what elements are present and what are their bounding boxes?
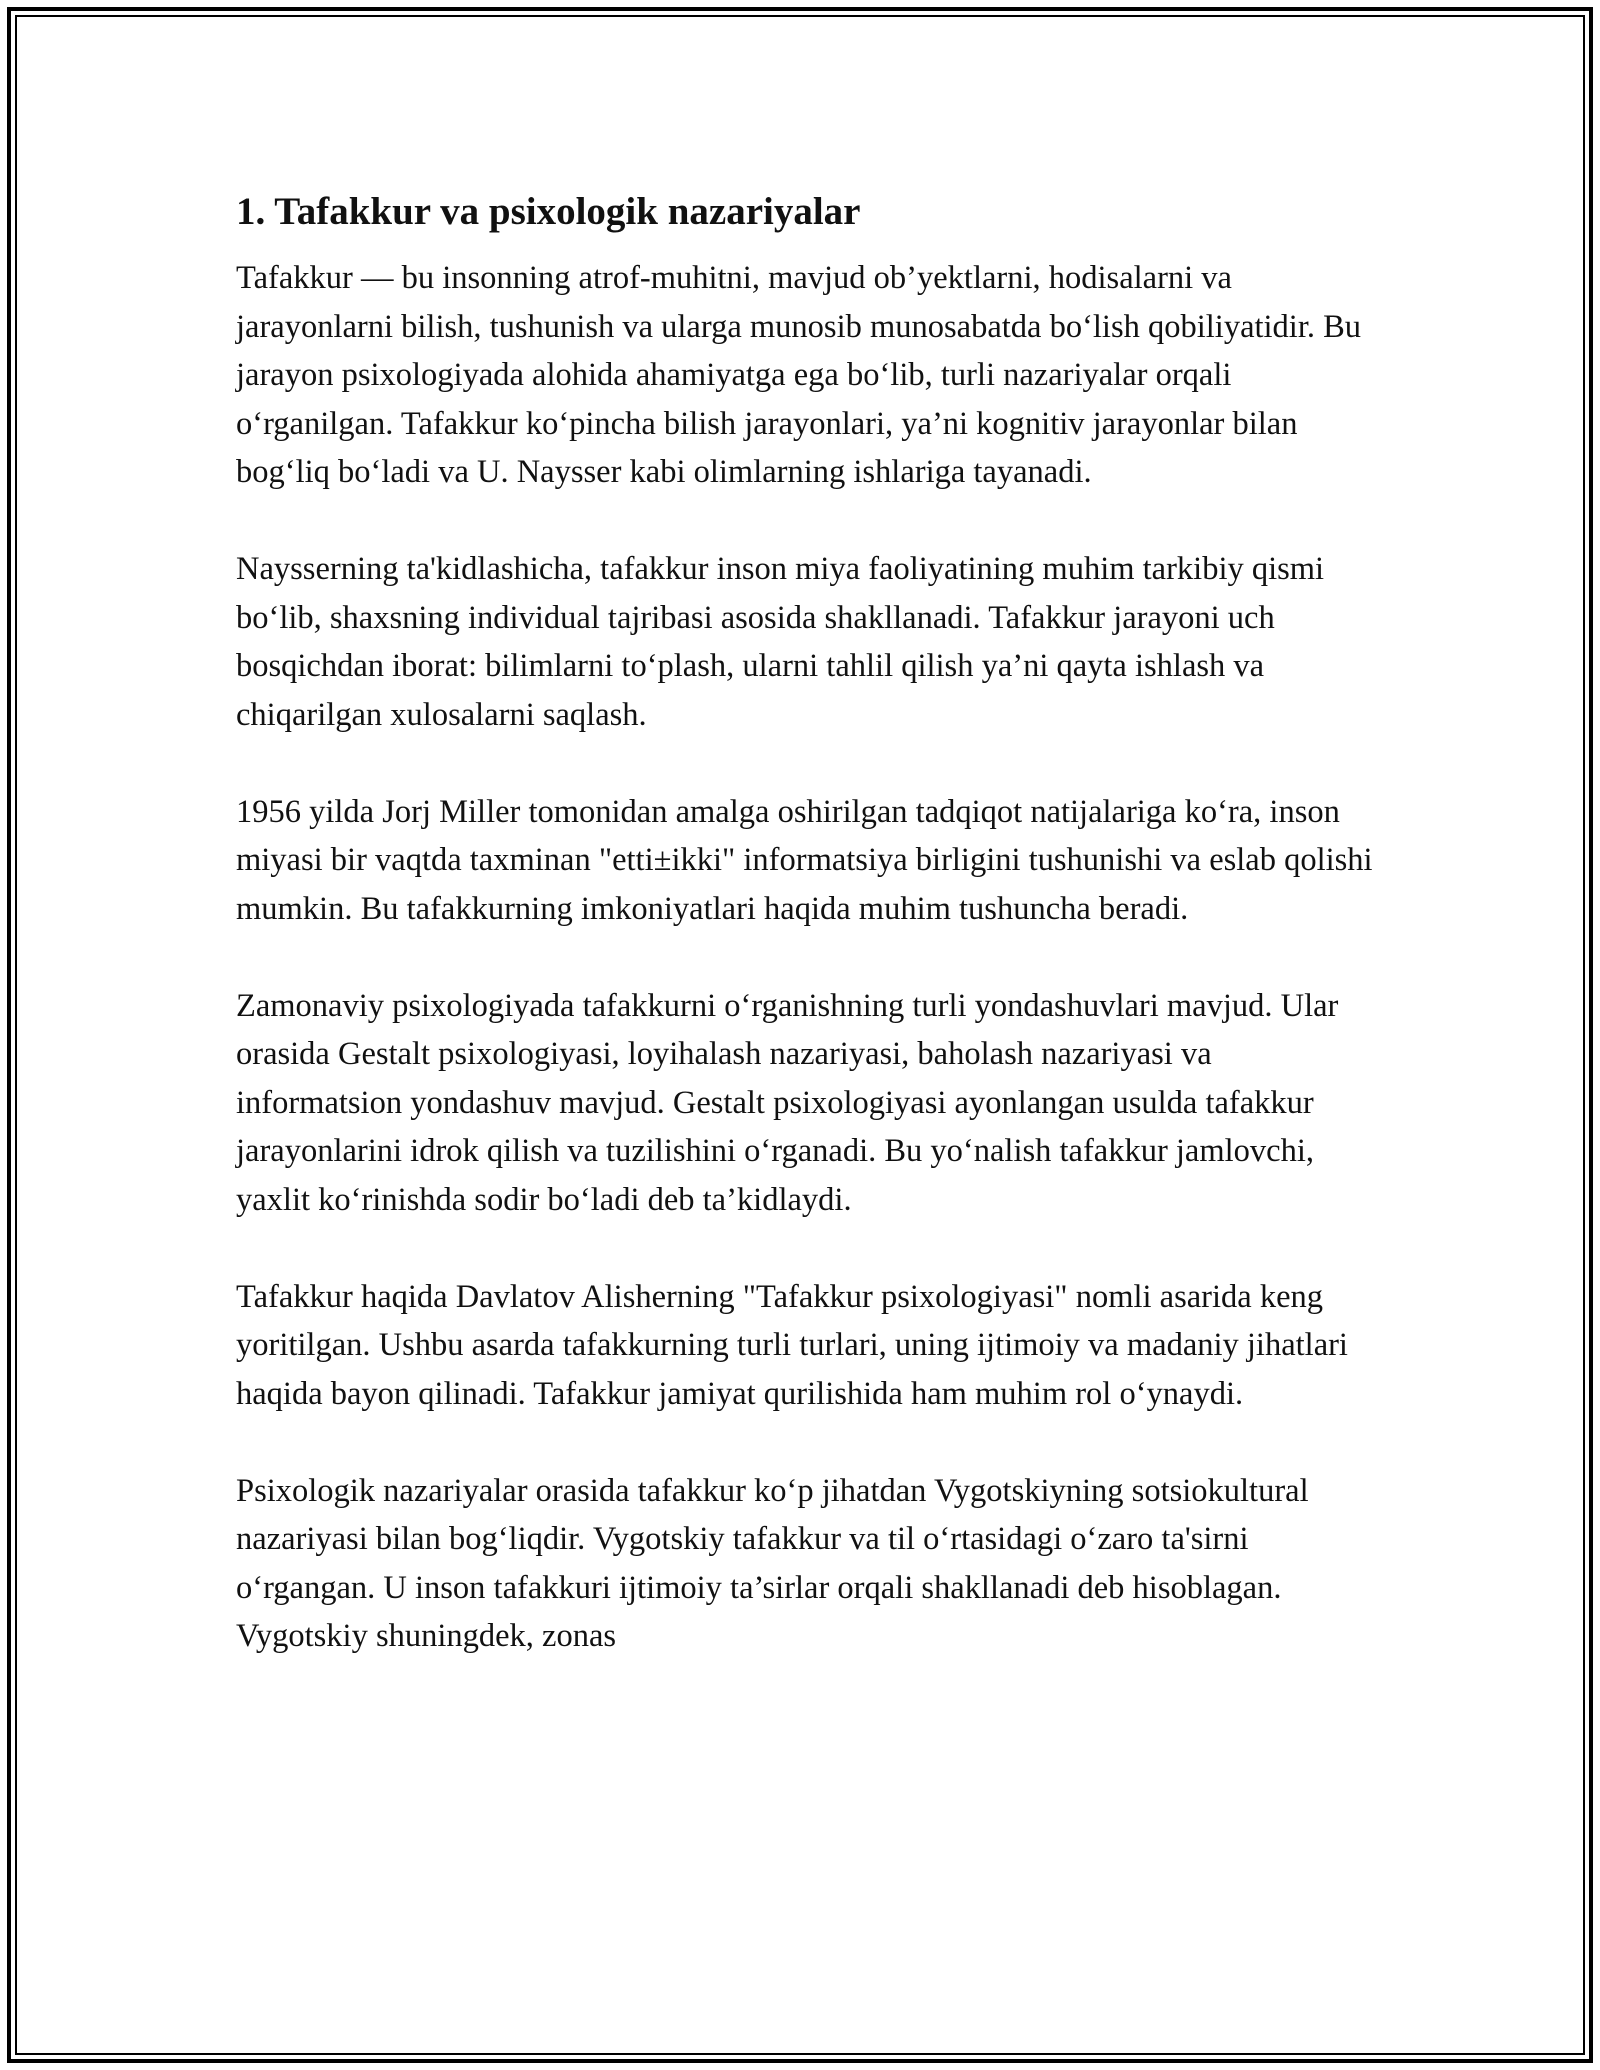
paragraph-approaches: Zamonaviy psixologiyada tafakkurni o‘rganishning turli yondashuvlari mavjud. Ular orasida Gestalt psixologiyasi, loyihalash nazariyasi, baholash nazariyasi va informatsion yondashuv mavjud. Gestalt psixologiyasi ayonlangan usulda tafakkur jarayonlarini idrok qilish va tuzilishini o‘rganadi. Bu yo‘nalish tafakkur jamlovchi, yaxlit ko‘rinishda sodir bo‘ladi deb ta’kidlaydi. (236, 987, 1339, 1218)
paragraph-naysser: Naysserning ta'kidlashicha, tafakkur inson miya faoliyatining muhim tarkibiy qismi bo‘lib, shaxsning individual tajribasi asosida shakllanadi. Tafakkur jarayoni uch bosqichdan iborat: bilimlarni to‘plash, ularni tahlil qilish ya’ni qayta ishlash va chiqarilgan xulosalarni saqlash. (236, 551, 1325, 733)
document-title: 1. Tafakkur va psixologik nazariyalar (236, 190, 861, 233)
document-body (236, 186, 1376, 1709)
paragraph-miller: 1956 yilda Jorj Miller tomonidan amalga oshirilgan tadqiqot natijalariga ko‘ra, inson miyasi bir vaqtda taxminan "etti±ikki" informatsiya birligini tushunishi va eslab qolishi mumkin. Bu tafakkurning imkoniyatlari haqida muhim tushuncha beradi. (236, 793, 1373, 927)
paragraph-davlatov: Tafakkur haqida Davlatov Alisherning "Tafakkur psixologiyasi" nomli asarida keng yoritilgan. Ushbu asarda tafakkurning turli turlari, uning ijtimoiy va madaniy jihatlari haqida bayon qilinadi. Tafakkur jamiyat qurilishida ham muhim rol o‘ynaydi. (236, 1278, 1348, 1412)
paragraph-vygotsky: Psixologik nazariyalar orasida tafakkur ko‘p jihatdan Vygotskiyning sotsiokultural nazariyasi bilan bog‘liqdir. Vygotskiy tafakkur va til o‘rtasidagi o‘zaro ta'sirni o‘rgangan. U inson tafakkuri ijtimoiy ta’sirlar orqali shakllanadi deb hisoblagan. Vygotskiy shuningdek, zonas (236, 1472, 1309, 1654)
paragraph-definition: Tafakkur — bu insonning atrof-muhitni, mavjud ob’yektlarni, hodisalarni va jarayonlarni bilish, tushunish va ularga munosib munosabatda bo‘lish qobiliyatidir. Bu jarayon psixologiyada alohida ahamiyatga ega bo‘lib, turli nazariyalar orqali o‘rganilgan. Tafakkur ko‘pincha bilish jarayonlari, ya’ni kognitiv jarayonlar bilan bog‘liq bo‘ladi va U. Naysser kabi olimlarning ishlariga tayanadi. (236, 260, 1362, 490)
